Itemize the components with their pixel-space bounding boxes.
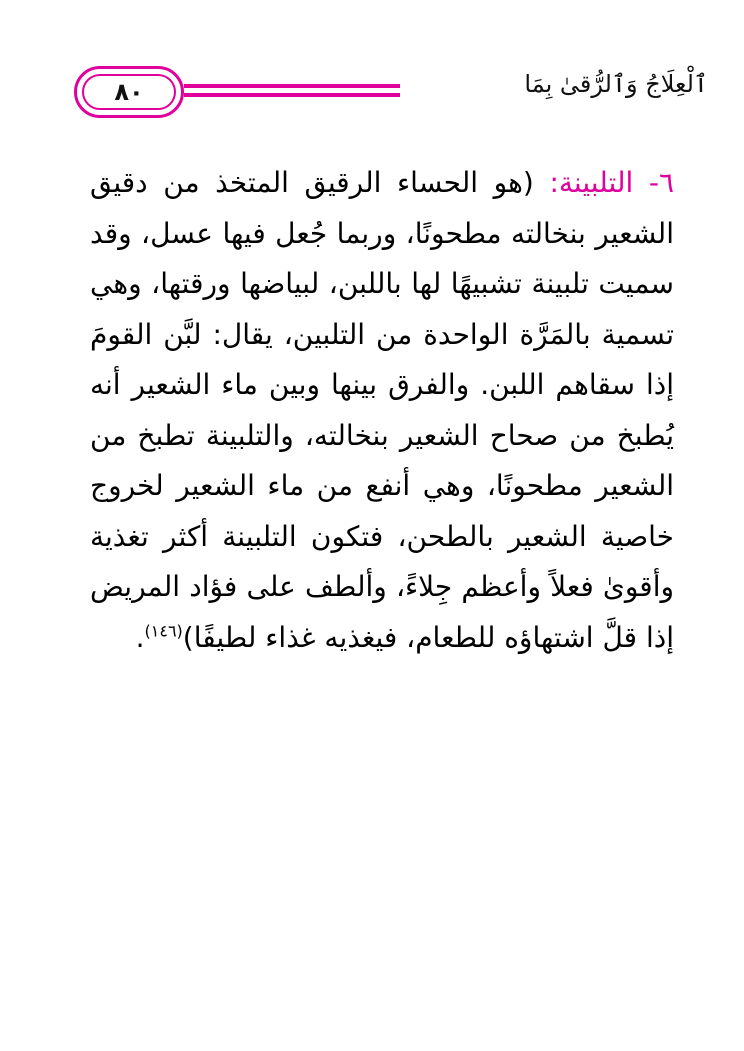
end-mark: . (135, 620, 145, 654)
page-number: ٨٠ (82, 74, 176, 110)
header-divider-line-bottom (184, 93, 400, 97)
paragraph-text: (هو الحساء الرقيق المتخذ من دقيق الشعير بنخالته مطحونًا، وربما جُعل فيها عسل، وقد سميت تلبينة تشبيهًا لها باللبن، لبياضها ورقتها، وهي تسمية بالمَرَّة الواحدة من التلبين، يقال: لبَّن القومَ إذا سقاهم اللبن. والفرق بينها وبين ماء الشعير أنه يُطبخ من صحاح الشعير بنخالته، والتلبينة تطبخ من الشعير مطحونًا، وهي أنفع من ماء الشعير لخروج خاصية الشعير بالطحن، فتكون التلبينة أكثر تغذية وأقوىٰ فعلاً وأعظم جِلاءً، وألطف على فؤاد المريض إذا قلَّ اشتهاؤه للطعام، فيغذيه غذاء لطيفًا) (90, 166, 674, 654)
running-title: ٱلْعِلَاجُ وَٱلرُّقىٰ بِمَا (524, 70, 708, 98)
header-divider-line-top (184, 84, 400, 88)
footnote-reference: (١٤٦) (144, 621, 183, 641)
main-paragraph (90, 158, 674, 663)
page-number-badge (74, 66, 184, 118)
section-heading: ٦- التلبينة: (549, 166, 675, 199)
header-divider (184, 84, 400, 98)
page-header (40, 66, 708, 126)
